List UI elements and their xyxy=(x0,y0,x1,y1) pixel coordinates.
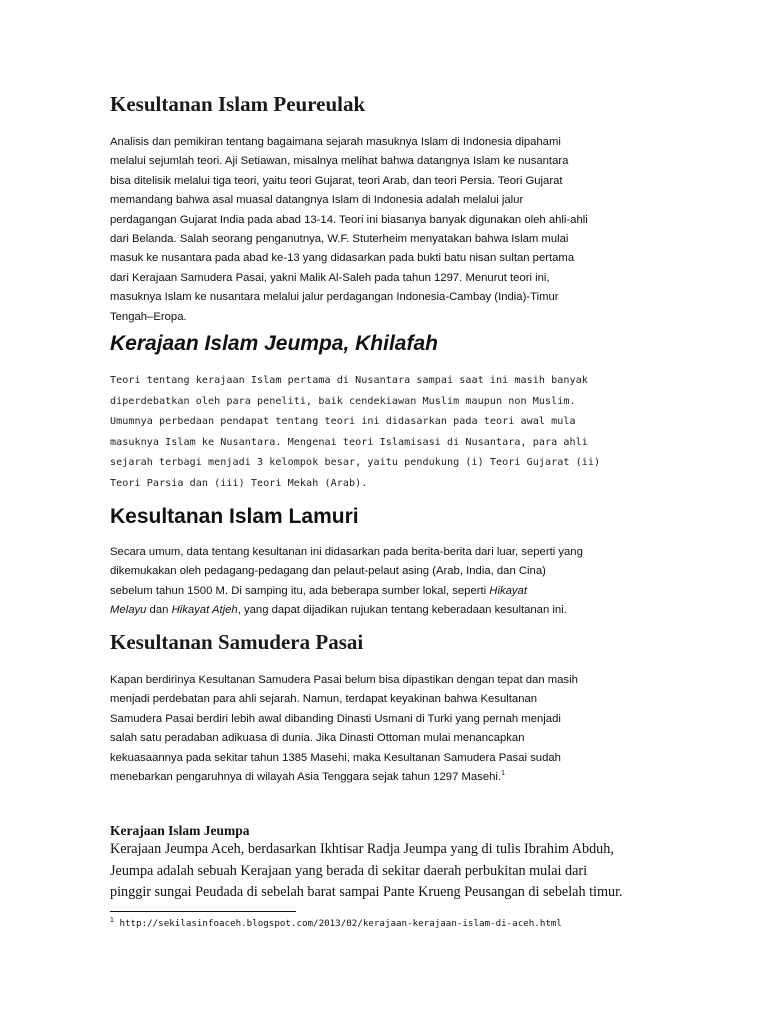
heading-kesultanan-lamuri: Kesultanan Islam Lamuri xyxy=(110,505,359,528)
text-line: sejarah terbagi menjadi 3 kelompok besar, yaitu pendukung (i) Teori Gujarat (ii) xyxy=(110,457,601,469)
heading-kesultanan-samudera-pasai: Kesultanan Samudera Pasai xyxy=(110,630,364,654)
italic-title: Hikayat xyxy=(489,584,527,597)
paragraph-samudera-pasai xyxy=(110,671,670,787)
text-line: Secara umum, data tentang kesultanan ini didasarkan pada berita-berita dari luar, seperti yang xyxy=(110,546,583,558)
text-segment: menebarkan pengaruhnya di wilayah Asia Tenggara sejak tahun 1297 Masehi. xyxy=(110,771,502,784)
footnote-divider xyxy=(110,911,296,912)
text-line: Jeumpa adalah sebuah Kerajaan yang berada di sekitar daerah perbukitan mulai dari xyxy=(110,862,588,879)
text-line: Analisis dan pemikiran tentang bagaimana sejarah masuknya Islam di Indonesia dipahami xyxy=(110,136,561,148)
text-line: Kapan berdirinya Kesultanan Samudera Pasai belum bisa dipastikan dengan tepat dan masih xyxy=(110,674,578,686)
text-line: Teori Parsia dan (iii) Teori Mekah (Arab). xyxy=(110,477,368,489)
paragraph-peureulak xyxy=(110,133,670,327)
footnote xyxy=(110,918,562,929)
text-line: Teori tentang kerajaan Islam pertama di Nusantara sampai saat ini masih banyak xyxy=(110,375,588,386)
text-line: Umumnya perbedaan pendapat tentang teori ini didasarkan pada teori awal mula xyxy=(110,416,576,428)
text-line: Tengah–Eropa. xyxy=(110,310,187,323)
text-line: Samudera Pasai berdiri lebih awal dibanding Dinasti Usmani di Turki yang pernah menjadi xyxy=(110,712,561,725)
text-line: dari Kerajaan Samudera Pasai, yakni Malik Al-Saleh pada tahun 1297. Menurut teori ini, xyxy=(110,271,550,284)
footnote-reference[interactable]: 1 xyxy=(501,770,505,778)
text-line: diperdebatkan oleh para peneliti, baik cendekiawan Muslim maupun non Muslim. xyxy=(110,395,576,407)
text-line: Kerajaan Jeumpa Aceh, berdasarkan Ikhtisar Radja Jeumpa yang di tulis Ibrahim Abduh, xyxy=(110,841,614,857)
footnote-mark: 1 xyxy=(110,916,114,924)
subheading-kerajaan-islam-jeumpa: Kerajaan Islam Jeumpa xyxy=(110,823,250,838)
text-segment: , yang dapat dijadikan rujukan tentang keberadaan kesultanan ini. xyxy=(237,604,567,617)
heading-kerajaan-jeumpa-khilafah: Kerajaan Islam Jeumpa, Khilafah xyxy=(110,332,438,355)
paragraph-kerajaan-jeumpa-aceh xyxy=(110,839,670,904)
italic-title: Melayu xyxy=(110,604,147,617)
text-segment: sebelum tahun 1500 M. Di samping itu, ada beberapa sumber lokal, seperti xyxy=(110,584,487,597)
text-line xyxy=(110,601,670,620)
paragraph-jeumpa-khilafah xyxy=(110,371,670,495)
footnote-link[interactable]: http://sekilasinfoaceh.blogspot.com/2013/02/kerajaan-kerajaan-islam-di-aceh.html xyxy=(119,918,562,929)
text-line: masuk ke nusantara pada abad ke-13 yang didasarkan pada bukti batu nisan sultan pertama xyxy=(110,252,575,265)
italic-title: Hikayat Atjeh xyxy=(171,604,238,617)
text-segment: dan xyxy=(146,604,172,617)
text-line: kekuasaannya pada sekitar tahun 1385 Masehi, maka Kesultanan Samudera Pasai sudah xyxy=(110,751,561,764)
paragraph-lamuri xyxy=(110,543,670,621)
text-line: salah satu peradaban adikuasa di dunia. Jika Dinasti Ottoman mulai menancapkan xyxy=(110,732,525,745)
text-line: menjadi perdebatan para ahli sejarah. Namun, terdapat keyakinan bahwa Kesultanan xyxy=(110,693,538,706)
text-line: dari Belanda. Salah seorang penganutnya, W.F. Stuterheim menyatakan bahwa Islam mulai xyxy=(110,233,569,246)
text-line xyxy=(110,768,670,787)
text-line: masuknya Islam ke nusantara melalui jalur perdagangan Indonesia-Cambay (India)-Timur xyxy=(110,291,559,304)
text-line: pinggir sungai Peudada di sebelah barat sampai Pante Krueng Peusangan di sebelah timur. xyxy=(110,884,623,901)
text-line: masuknya Islam ke Nusantara. Mengenai teori Islamisasi di Nusantara, para ahli xyxy=(110,436,588,448)
text-line: bisa ditelisik melalui tiga teori, yaitu teori Gujarat, teori Arab, dan teori Persia. Teori Gujarat xyxy=(110,174,563,187)
text-line: memandang bahwa asal muasal datangnya Islam di Indonesia adalah melalui jalur xyxy=(110,194,524,207)
text-line: perdagangan Gujarat India pada abad 13-14. Teori ini biasanya banyak digunakan oleh ahli-ahli xyxy=(110,213,588,226)
text-line: melalui sejumlah teori. Aji Setiawan, misalnya melihat bahwa datangnya Islam ke nusantara xyxy=(110,155,569,168)
text-line: dikemukakan oleh pedagang-pedagang dan pelaut-pelaut asing (Arab, India, dan Cina) xyxy=(110,565,546,578)
text-line xyxy=(110,582,670,601)
heading-kesultanan-peureulak: Kesultanan Islam Peureulak xyxy=(110,92,366,116)
